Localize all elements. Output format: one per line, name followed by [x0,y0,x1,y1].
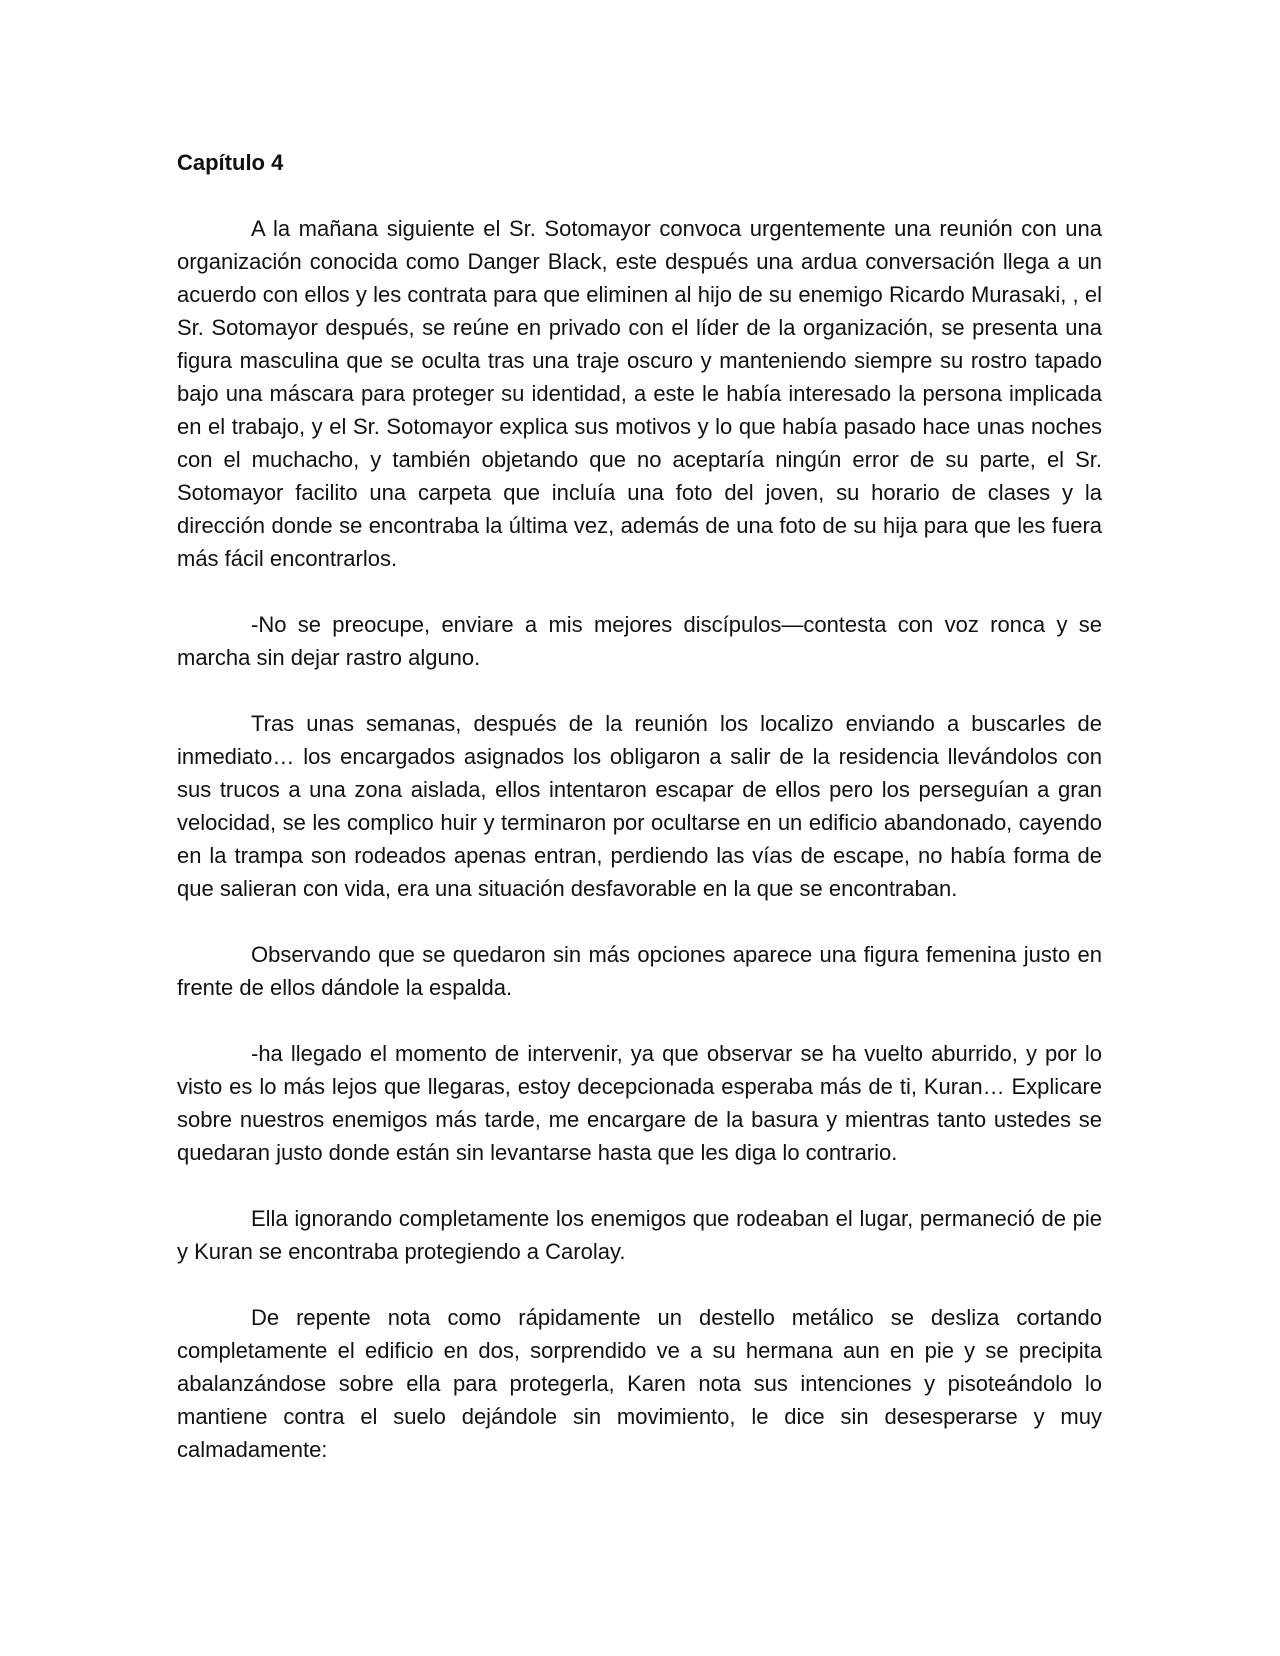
chapter-title: Capítulo 4 [177,150,284,175]
document-body [177,146,1102,1466]
paragraph-5: -ha llegado el momento de intervenir, ya que observar se ha vuelto aburrido, y por lo visto es lo más lejos que llegaras, estoy decepcionada esperaba más de ti, Kuran… Explicare sobre nuestros enemigos más tarde, me encargare de la basura y mientras tanto ustedes se quedaran justo donde están sin levantarse hasta que les diga lo contrario. [177,1041,1102,1165]
paragraph-6: Ella ignorando completamente los enemigos que rodeaban el lugar, permaneció de pie y Kuran se encontraba protegiendo a Carolay. [177,1206,1102,1264]
paragraph-1: A la mañana siguiente el Sr. Sotomayor convoca urgentemente una reunión con una organización conocida como Danger Black, este después una ardua conversación llega a un acuerdo con ellos y les contrata para que eliminen al hijo de su enemigo Ricardo Murasaki, , el Sr. Sotomayor después, se reúne en privado con el líder de la organización, se presenta una figura masculina que se oculta tras una traje oscuro y manteniendo siempre su rostro tapado bajo una máscara para proteger su identidad, a este le había interesado la persona implicada en el trabajo, y el Sr. Sotomayor explica sus motivos y lo que había pasado hace unas noches con el muchacho, y también objetando que no aceptaría ningún error de su parte, el Sr. Sotomayor facilito una carpeta que incluía una foto del joven, su horario de clases y la dirección donde se encontraba la última vez, además de una foto de su hija para que les fuera más fácil encontrarlos. [177,216,1102,571]
paragraph-2: -No se preocupe, enviare a mis mejores discípulos—contesta con voz ronca y se marcha sin dejar rastro alguno. [177,612,1102,670]
paragraph-3: Tras unas semanas, después de la reunión los localizo enviando a buscarles de inmediato… los encargados asignados los obligaron a salir de la residencia llevándolos con sus trucos a una zona aislada, ellos intentaron escapar de ellos pero los perseguían a gran velocidad, se les complico huir y terminaron por ocultarse en un edificio abandonado, cayendo en la trampa son rodeados apenas entran, perdiendo las vías de escape, no había forma de que salieran con vida, era una situación desfavorable en la que se encontraban. [177,711,1102,901]
paragraph-7: De repente nota como rápidamente un destello metálico se desliza cortando completamente el edificio en dos, sorprendido ve a su hermana aun en pie y se precipita abalanzándose sobre ella para protegerla, Karen nota sus intenciones y pisoteándolo lo mantiene contra el suelo dejándole sin movimiento, le dice sin desesperarse y muy calmadamente: [177,1305,1102,1462]
paragraph-4: Observando que se quedaron sin más opciones aparece una figura femenina justo en frente de ellos dándole la espalda. [177,942,1102,1000]
